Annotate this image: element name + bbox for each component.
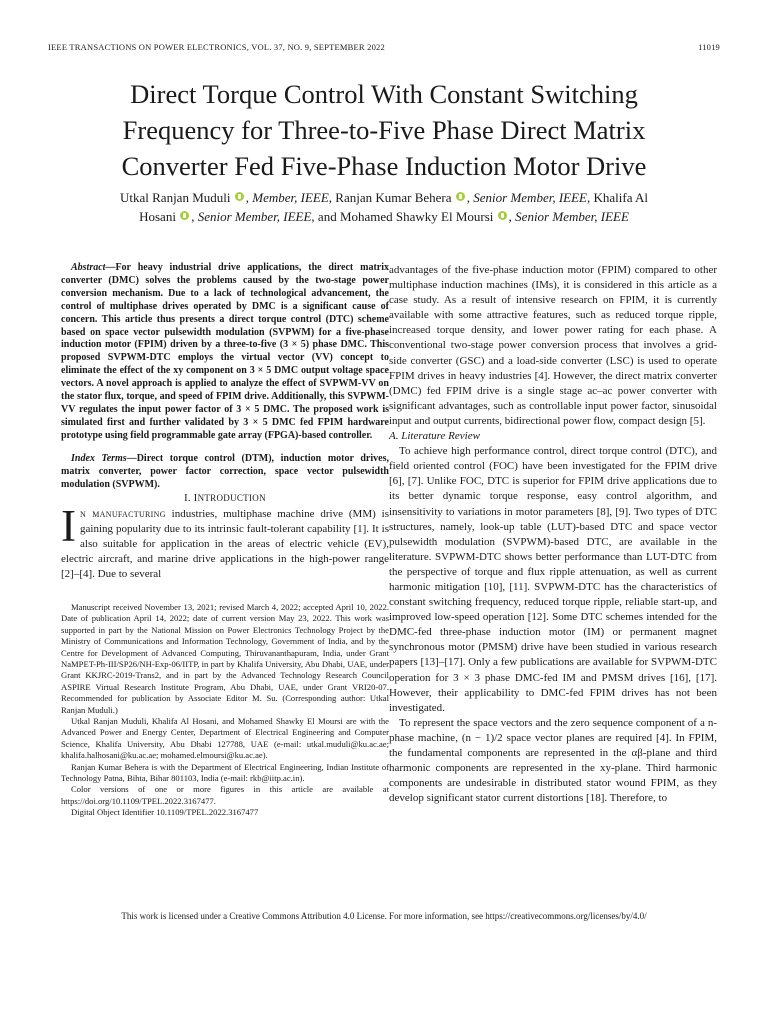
introduction-paragraph	[61, 500, 389, 582]
author-name-part: Khalifa Al	[593, 190, 648, 205]
author-list	[60, 188, 708, 226]
footnote-doi: Digital Object Identifier 10.1109/TPEL.2022.3167477	[71, 807, 259, 818]
section-title-rest: NTRODUCTION	[197, 493, 266, 504]
body-paragraph: To represent the space vectors and the zero sequence component of a n-phase machine, (n − 1)/2 space vector planes are required [4]. In FPIM, the fundamental components are represented in the αβ-plane and third harmonic components are represented in the xy-plane. Third harmonic components are undesirable in distributed stator wound FPIM, as they develop significant stator current distortions [18]. Therefore, to	[389, 716, 717, 805]
left-column	[61, 262, 389, 819]
abstract-text: For heavy industrial drive applications, the direct matrix converter (DMC) solves the problems caused by the two-stage power conversion mechanism. Due to a lack of technological advancement, the control of multiphase drives operated by DMC is a significant cause of concern. This article thus presents a direct torque control (DTC) scheme based on space vector pulsewidth modulation (SVPWM) for a five-phase induction motor (FPIM) driven by a three-to-five (3 × 5) phase DMC. This proposed SVPWM-DTC employs the virtual vector (VV) concept to eliminate the effect of the xy component on 3 × 5 DMC output voltage space vectors. A novel approach is applied to analyze the effect of SVPWM-VV on the stator flux, torque, and speed of FPIM drive. Additionally, this SVPWM-VV regulates the input power factor of 3 × 5 DMC. The proposed work is simulated first and further validated by 3 × 5 DMC fed FPIM hardware prototype using field programmable gate array (FPGA)-based controller.	[61, 262, 389, 441]
author-name-part: Hosani	[139, 209, 176, 224]
conjunction: and	[317, 209, 337, 224]
body-paragraph: To achieve high performance control, direct torque control (DTC), and field oriented control (FOC) have been investigated for the FPIM drive [6], [7]. Unlike FOC, DTC is superior for FPIM drive applications due to its better dynamic torque response, easy control algorithm, and insensitivity to variations in motor parameters [8], [9]. Two types of DTC structures, namely, look-up table (LUT)-based DTC and space vector pulsewidth modulation (SVPWM)-based DTC, are available in the literature. SVPWM-DTC shows better performance than LUT-DTC from the perspective of torque and flux ripple attenuation, as well as current harmonic mitigation [10], [11]. SVPWM-DTC has the characteristics of constant switching frequency, reduced torque ripple, reliable start-up, and improved low-speed operation [12]. Some DTC schemes intended for the DMC-fed three-phase induction motor (IM) or permanent magnet synchronous motor (PMSM) drive have been studied in various research papers [13]–[17]. Only a few publications are available for SVPWM-DTC operation for 3 × 3 phase DMC-fed IM and PMSM drives [16], [17]. However, their applicability to DMC-fed FPIM drives has not been investigated.	[389, 445, 717, 714]
abstract	[61, 262, 389, 443]
author-name: Ranjan Kumar Behera	[335, 190, 452, 205]
orcid-icon[interactable]	[180, 211, 189, 220]
orcid-icon[interactable]	[456, 192, 465, 201]
index-terms-text: Direct torque control (DTM), induction motor drives, matrix converter, power factor correction, space vector pulsewidth modulation (SVPWM).	[61, 452, 389, 490]
body-paragraph: advantages of the five-phase induction motor (FPIM) compared to other multiphase induction machines (IMs), it is considered in this article as a case study. As a result of intensive research on FPIM, it is currently available with some attractive features, such as reduced torque ripple, increased torque density, and lower power rating for each phase. A conventional two-stage power conversion process that involves a grid-side converter (GSC) and a load-side converter (LSC) is used to operate FPIM drives in heavy industries [4]. However, the direct matrix converter (DMC) fed FPIM drive is a single stage ac–ac power converter with significant advantages, such as controllable input power factor, sinusoidal input and output currents, bidirectional power flow, compact design [5].	[389, 264, 717, 427]
author-name: Mohamed Shawky El Moursi	[339, 209, 494, 224]
title-line-1: Direct Torque Control With Constant Switching	[130, 79, 638, 109]
footnote-color-figures: Color versions of one or more figures in this article are available at https://doi.org/10.1109/TPEL.2022.3167477.	[61, 784, 389, 806]
journal-info: IEEE TRANSACTIONS ON POWER ELECTRONICS, VOL. 37, NO. 9, SEPTEMBER 2022	[48, 42, 385, 52]
title-line-2: Frequency for Three-to-Five Phase Direct Matrix	[122, 115, 646, 145]
right-column	[389, 263, 717, 806]
footnote-affiliation-1: Utkal Ranjan Muduli, Khalifa Al Hosani, and Mohamed Shawky El Moursi are with the Advanced Power and Energy Center, Department of Electrical Engineering and Computer Science, Khalifa University, Abu Dhabi 127788, UAE (e-mail: utkal.muduli@ku.ac.ae; khalifa.halhosani@ku.ac.ae; mohamed.elmoursi@ku.ac.ae).	[61, 716, 389, 761]
orcid-icon[interactable]	[498, 211, 507, 220]
footnote-affiliation-2: Ranjan Kumar Behera is with the Department of Electrical Engineering, Indian Institute of Technology Patna, Bihta, Bihar 801103, India (e-mail: rkb@iitp.ac.in).	[61, 761, 389, 784]
author-line-1: Utkal Ranjan Muduli , Member, IEEE, Ranjan Kumar Behera , Senior Member, IEEE, Khalifa Al	[120, 190, 648, 205]
subsection-heading-literature-review: A. Literature Review	[389, 430, 480, 443]
title-line-3: Converter Fed Five-Phase Induction Motor Drive	[121, 151, 647, 181]
running-header	[48, 42, 720, 52]
orcid-icon[interactable]	[235, 192, 244, 201]
author-name: Utkal Ranjan Muduli	[120, 190, 231, 205]
author-membership: Senior Member, IEEE	[515, 209, 629, 224]
paper-title	[40, 76, 728, 184]
author-membership: Senior Member, IEEE	[197, 209, 312, 224]
footnotes	[61, 602, 389, 819]
footnote-manuscript: Manuscript received November 13, 2021; revised March 4, 2022; accepted April 10, 2022. Date of publication April 14, 2022; date of current version May 23, 2022. This work was supported in part by the National Mission on Power Electronics Technology Project by the Ministry of Communications and Information Technology, Government of India, and by the Centre for Development of Advanced Computing, Thiruvananthapuram, India, under Grant NaMPET-Ph-III/SP26/NH-Exp-06/IITP, in part by Khalifa University, Abu Dhabi, UAE, under Grant KKJRC-2019-Trans2, and in part by the Advanced Technology Research Council ASPIRE Virtual Research Institute Program, Abu Dhabi, UAE, under Grant VRI20-07. Recommended for publication by Associate Editor M. Su. (Corresponding author: Utkal Ranjan Muduli.)	[61, 601, 389, 715]
intro-small-caps: n manufacturing	[80, 507, 166, 520]
drop-cap: I	[61, 500, 76, 551]
section-title-initial: I	[193, 493, 198, 505]
author-membership: Member, IEEE	[252, 190, 329, 205]
page-number: 11019	[698, 42, 720, 52]
index-terms	[61, 453, 389, 492]
index-terms-label: Index Terms—	[71, 452, 137, 464]
section-heading-introduction	[61, 491, 389, 506]
intro-text: industries, multiphase machine drive (MM) is gaining popularity due to its intrinsic fault-tolerant capability [1]. It is also suitable for application in the areas of electric vehicle (EV), electric aircraft, and marine drive applications in the high-power range [2]–[4]. Due to several	[61, 507, 389, 580]
section-number: I.	[184, 493, 194, 505]
license-notice: This work is licensed under a Creative Commons Attribution 4.0 License. For more information, see https://creativecommons.org/licenses/by/4.0/	[121, 911, 647, 921]
abstract-label: Abstract—	[71, 262, 116, 273]
author-membership: Senior Member, IEEE	[473, 190, 587, 205]
author-line-2: Hosani , Senior Member, IEEE, and Mohamed Shawky El Moursi , Senior Member, IEEE	[139, 209, 629, 224]
